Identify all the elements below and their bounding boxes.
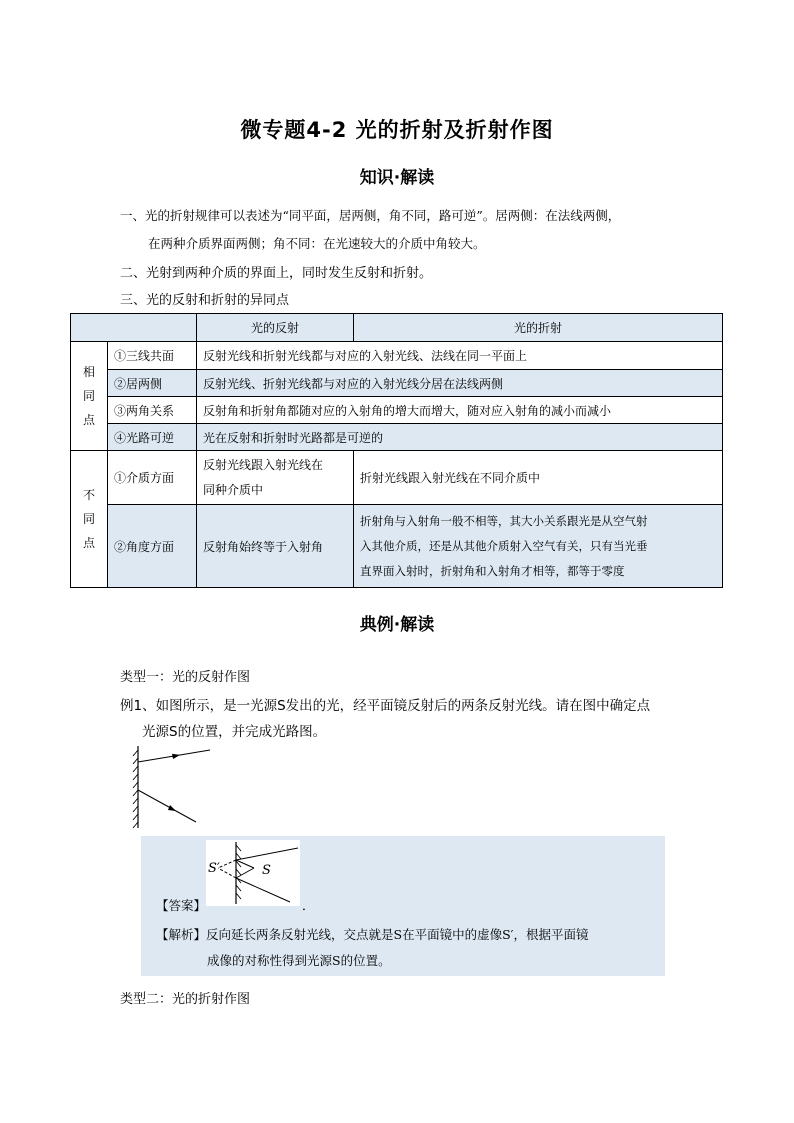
row-reflection: 反射角始终等于入射角 bbox=[197, 505, 354, 588]
arrow-icon bbox=[172, 754, 180, 759]
reflected-ray-upper bbox=[236, 848, 298, 860]
extension-line-upper bbox=[218, 860, 236, 868]
table-corner-cell bbox=[71, 314, 197, 342]
header-reflection: 光的反射 bbox=[197, 314, 354, 342]
cell-line: 折射角与入射角一般不相等，其大小关系跟光是从空气射 bbox=[360, 513, 648, 528]
row-refraction: 折射光线跟入射光线在不同介质中 bbox=[354, 451, 723, 505]
group-char: 点 bbox=[82, 536, 95, 550]
row-label: ②居两侧 bbox=[108, 370, 197, 397]
analysis-line-1 bbox=[156, 925, 588, 943]
row-text: 反射光线和折射光线都与对应的入射光线、法线在同一平面上 bbox=[197, 342, 723, 370]
diff-points-group bbox=[71, 451, 108, 588]
point-2: 二、光射到两种介质的界面上，同时发生反射和折射。 bbox=[120, 266, 433, 281]
extension-line-lower bbox=[218, 868, 236, 878]
point-3: 三、光的反射和折射的异同点 bbox=[120, 293, 290, 308]
row-label: ③两角关系 bbox=[108, 397, 197, 424]
point-1-line-1: 一、光的折射规律可以表述为“同平面，居两侧，角不同，路可逆”。居两侧：在法线两侧， bbox=[120, 208, 621, 223]
group-char: 不 bbox=[82, 488, 95, 502]
cell-line: 直界面入射时，折射角和入射角才相等，都等于零度 bbox=[360, 563, 625, 578]
analysis-line-2: 成像的对称性得到光源S的位置。 bbox=[207, 953, 391, 968]
analysis-text: 反向延长两条反射光线，交点就是S在平面镜中的虚像S′，根据平面镜 bbox=[206, 927, 589, 942]
header-refraction: 光的折射 bbox=[354, 314, 723, 342]
examples-heading: 典例·解读 bbox=[359, 615, 435, 635]
table-row bbox=[71, 424, 723, 451]
table-row bbox=[71, 505, 723, 588]
row-label: ②角度方面 bbox=[108, 505, 197, 588]
reflected-ray-lower bbox=[138, 790, 196, 822]
table-row bbox=[71, 342, 723, 370]
comparison-table bbox=[70, 313, 723, 588]
analysis-label: 【解析】 bbox=[156, 927, 207, 942]
same-points-group bbox=[71, 342, 108, 451]
mirror-hatching bbox=[236, 845, 241, 899]
row-text: 反射角和折射角都随对应的入射角的增大而增大，随对应入射角的减小而减小 bbox=[197, 397, 723, 424]
incident-ray-lower bbox=[236, 868, 254, 878]
cell-line: 入其他介质，还是从其他介质射入空气有关，只有当光垂 bbox=[360, 538, 648, 553]
group-char: 相 bbox=[82, 365, 95, 379]
row-text: 光在反射和折射时光路都是可逆的 bbox=[197, 424, 723, 451]
group-char: 同 bbox=[82, 389, 95, 403]
row-label: ①三线共面 bbox=[108, 342, 197, 370]
mirror-hatching bbox=[133, 750, 138, 828]
row-reflection bbox=[197, 451, 354, 505]
row-text: 反射光线、折射光线都与对应的入射光线分居在法线两侧 bbox=[197, 370, 723, 397]
answer-label: 【答案】 bbox=[156, 898, 207, 913]
table-row bbox=[71, 397, 723, 424]
group-char: 点 bbox=[82, 413, 95, 427]
type-1-heading: 类型一：光的反射作图 bbox=[120, 670, 251, 685]
table-row bbox=[71, 370, 723, 397]
cell-line: 同种介质中 bbox=[203, 482, 264, 497]
source-label: S bbox=[262, 863, 271, 878]
table-header-row bbox=[71, 314, 723, 342]
group-char: 同 bbox=[82, 512, 95, 526]
knowledge-heading: 知识·解读 bbox=[359, 168, 435, 188]
table-row bbox=[71, 451, 723, 505]
page-title: 微专题4-2 光的折射及折射作图 bbox=[240, 118, 554, 142]
answer-figure bbox=[206, 840, 300, 906]
cell-line: 反射光线跟入射光线在 bbox=[203, 457, 324, 472]
arrow-icon bbox=[168, 805, 176, 811]
example-1-line-2: 光源S的位置，并完成光路图。 bbox=[142, 724, 327, 740]
row-label: ①介质方面 bbox=[108, 451, 197, 505]
reflected-ray-lower bbox=[236, 878, 290, 902]
point-1-line-2: 在两种介质界面两侧；角不同：在光速较大的介质中角较大。 bbox=[148, 236, 486, 251]
row-refraction bbox=[354, 505, 723, 588]
example-1-line-1: 例1、如图所示，是一光源S发出的光，经平面镜反射后的两条反射光线。请在图中确定点 bbox=[120, 698, 651, 714]
type-2-heading: 类型二：光的折射作图 bbox=[120, 992, 251, 1007]
mirror-figure bbox=[128, 744, 218, 830]
answer-suffix: ． bbox=[302, 898, 315, 913]
virtual-image-label: S′ bbox=[208, 861, 220, 876]
row-label: ④光路可逆 bbox=[108, 424, 197, 451]
